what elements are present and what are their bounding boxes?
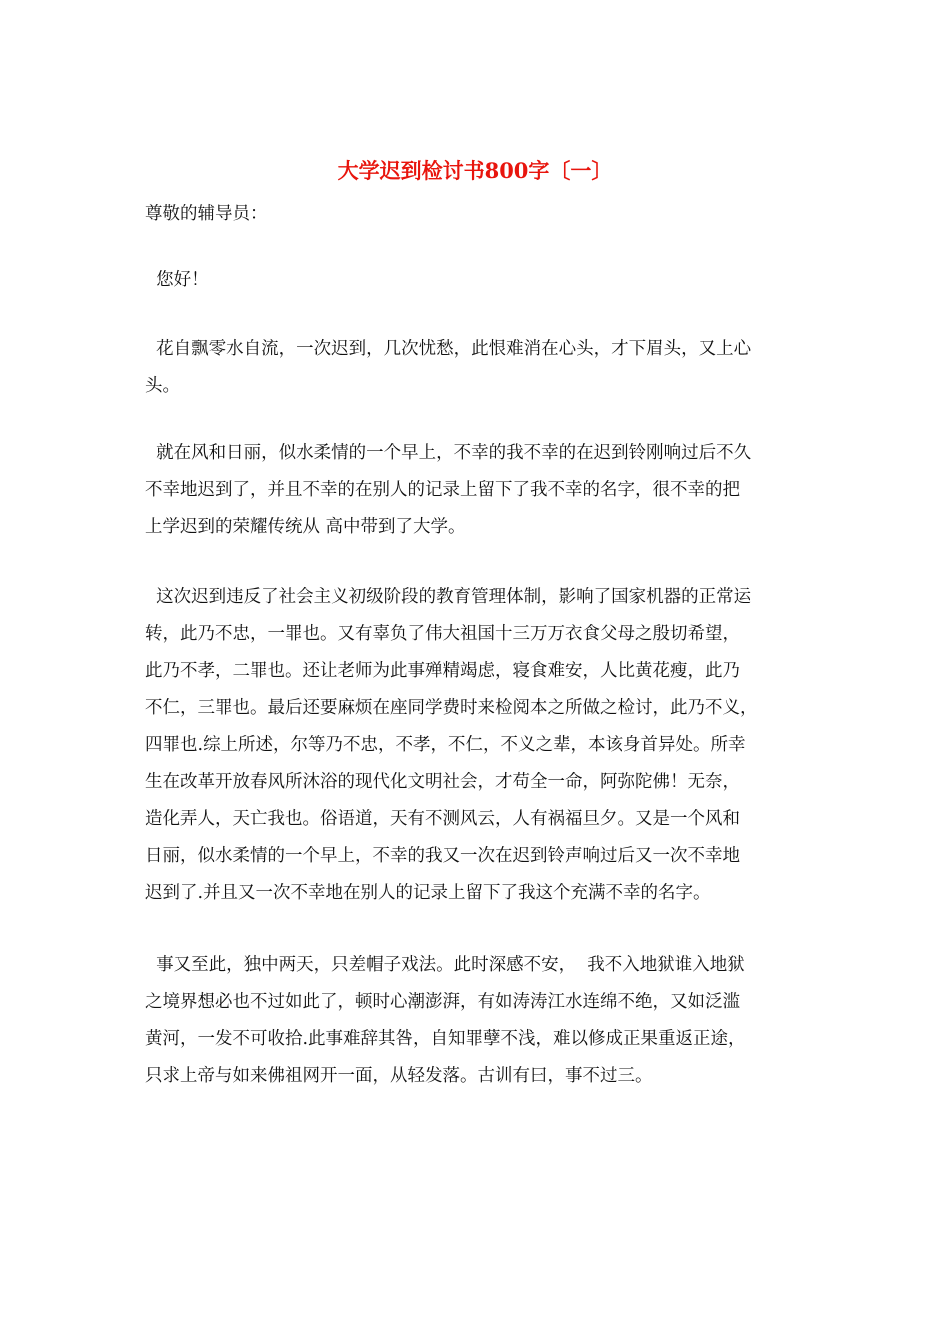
paragraph-line: 不幸地迟到了，并且不幸的在别人的记录上留下了我不幸的名字，很不幸的把 bbox=[145, 480, 740, 500]
paragraph-line: 生在改革开放春风所沐浴的现代化文明社会，才苟全一命，阿弥陀佛！无奈， bbox=[145, 772, 740, 792]
paragraph-line: 造化弄人，天亡我也。俗语道，天有不测风云，人有祸福旦夕。又是一个风和 bbox=[145, 809, 740, 829]
paragraph-line: 之境界想必也不过如此了，顿时心潮澎湃，有如涛涛江水连绵不绝，又如泛滥 bbox=[145, 992, 740, 1012]
paragraph-4 bbox=[145, 947, 815, 1095]
paragraph-line: 头。 bbox=[145, 376, 180, 396]
paragraph-line: 四罪也.综上所述，尔等乃不忠，不孝，不仁，不义之辈，本该身首异处。所幸 bbox=[145, 735, 746, 755]
paragraph-line: 迟到了.并且又一次不幸地在别人的记录上留下了我这个充满不幸的名字。 bbox=[145, 883, 711, 903]
greeting-text: 您好！ bbox=[145, 270, 209, 290]
paragraph-line: 黄河，一发不可收拾.此事难辞其咎，自知罪孽不浅，难以修成正果重返正途， bbox=[145, 1029, 746, 1049]
paragraph-line: 上学迟到的荣耀传统从 高中带到了大学。 bbox=[145, 517, 466, 537]
paragraph-line: 就在风和日丽，似水柔情的一个早上，不幸的我不幸的在迟到铃刚响过后不久 bbox=[145, 443, 752, 463]
document-title: 大学迟到检讨书800字〔一〕 bbox=[337, 158, 613, 183]
paragraph-2 bbox=[145, 435, 815, 546]
paragraph-line: 这次迟到违反了社会主义初级阶段的教育管理体制，影响了国家机器的正常运 bbox=[145, 587, 752, 607]
paragraph-line: 事又至此，独中两天，只差帽子戏法。此时深感不安， 我不入地狱谁入地狱 bbox=[145, 955, 745, 975]
paragraph-line: 花自飘零水自流，一次迟到，几次忧愁，此恨难消在心头，才下眉头，又上心 bbox=[145, 339, 752, 359]
salutation bbox=[145, 196, 815, 233]
paragraph-line: 此乃不孝，二罪也。还让老师为此事殚精竭虑，寝食难安，人比黄花瘦，此乃 bbox=[145, 661, 740, 681]
paragraph-line: 转，此乃不忠，一罪也。又有辜负了伟大祖国十三万万衣食父母之殷切希望， bbox=[145, 624, 740, 644]
paragraph-line: 只求上帝与如来佛祖网开一面，从轻发落。古训有曰，事不过三。 bbox=[145, 1066, 653, 1086]
paragraph-line: 日丽，似水柔情的一个早上，不幸的我又一次在迟到铃声响过后又一次不幸地 bbox=[145, 846, 740, 866]
paragraph-3 bbox=[145, 579, 815, 912]
salutation-text: 尊敬的辅导员： bbox=[145, 204, 268, 224]
paragraph-1 bbox=[145, 331, 815, 405]
greeting bbox=[145, 262, 815, 299]
paragraph-line: 不仁，三罪也。最后还要麻烦在座同学费时来检阅本之所做之检讨，此乃不义， bbox=[145, 698, 758, 718]
